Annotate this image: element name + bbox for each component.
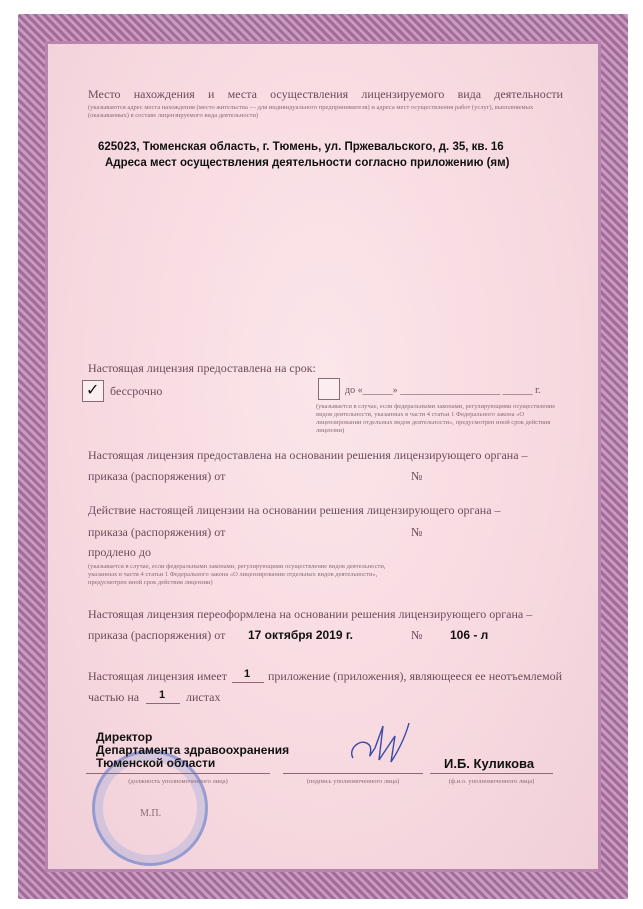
extended-note: (указывается в случае, если федеральными законами, регулирующими осуществление видов деятельности, указанных в части 4 статьи 1 Федерального закона «О лицензировании отдельных видов деятельности», предусмотрен иной срок действия лицензии) xyxy=(88,563,386,586)
position-line-rule xyxy=(86,773,270,774)
validity-line1: Действие настоящей лицензии на основании решения лицензирующего органа – xyxy=(88,503,501,517)
reissue-number: 106 - л xyxy=(450,628,489,642)
signature-line-rule xyxy=(283,773,423,774)
reissue-date: 17 октября 2019 г. xyxy=(248,628,353,642)
position-line: Тюменской области xyxy=(96,756,216,770)
until-checkbox[interactable] xyxy=(318,378,340,400)
appendix-sheets: 1 xyxy=(159,689,166,701)
validity-line2: приказа (распоряжения) от xyxy=(88,525,226,539)
appendix-part-prefix: частью на xyxy=(88,690,140,704)
signatory-name: И.Б. Куликова xyxy=(444,756,535,771)
until-note: (указывается в случае, если федеральными законами, регулирующими осуществление видов деятельности, указанных в части 4 статьи 1 Федерального закона «О лицензировании отдельных видов деятельности», предусмотрен иной срок действия лицензии) xyxy=(316,403,556,434)
appendix-suffix: приложение (приложения), являющееся ее неотъемлемой xyxy=(268,669,562,683)
appendix-count: 1 xyxy=(244,668,251,680)
name-line-rule xyxy=(430,773,553,774)
address: 625023, Тюменская область, г. Тюмень, ул. Пржевальского, д. 35, кв. 16 xyxy=(98,141,504,153)
indefinite-label: бессрочно xyxy=(110,384,163,398)
position-line: Департамента здравоохранения xyxy=(96,743,290,757)
basis-line1: Настоящая лицензия предоставлена на основании решения лицензирующего органа – xyxy=(88,448,528,462)
basis-no: № xyxy=(411,469,423,483)
sheets-line xyxy=(146,703,180,704)
validity-no: № xyxy=(411,525,423,539)
indefinite-checkbox[interactable] xyxy=(82,380,104,402)
until-label: до «______» ____________________ ______ г. xyxy=(345,385,541,396)
reissue-no: № xyxy=(411,628,423,642)
appendix-prefix: Настоящая лицензия имеет xyxy=(88,669,227,683)
caption-name: (ф.и.о. уполномоченного лица) xyxy=(448,778,535,785)
extended-label: продлено до xyxy=(88,545,152,559)
appendix-count-line xyxy=(232,682,264,683)
place-note: (указываются адрес места нахождения (место жительства — для индивидуального предпринимателя) и адреса мест осуществления работ (услуг), выполняемых (оказываемых) в составе лицензируемого вида деятельности) xyxy=(88,104,534,119)
check-icon: ✓ xyxy=(86,380,100,399)
reissue-line2: приказа (распоряжения) от xyxy=(88,628,226,642)
caption-position: (должность уполномоченного лица) xyxy=(128,778,228,785)
address-note: Адреса мест осуществления деятельности согласно приложению (ям) xyxy=(105,157,510,169)
basis-line2: приказа (распоряжения) от xyxy=(88,469,226,483)
place-heading: Место нахождения и места осуществления лицензируемого вида деятельности xyxy=(88,87,563,101)
seal-mark: М.П. xyxy=(140,808,162,819)
term-label: Настоящая лицензия предоставлена на срок: xyxy=(88,361,316,375)
handwritten-signature xyxy=(345,718,415,768)
reissue-line1: Настоящая лицензия переоформлена на основании решения лицензирующего органа – xyxy=(88,607,533,621)
caption-signature: (подпись уполномоченного лица) xyxy=(306,778,400,785)
appendix-part-suffix: листах xyxy=(186,690,221,704)
position-line: Директор xyxy=(96,730,153,744)
signatory-position xyxy=(96,731,289,770)
